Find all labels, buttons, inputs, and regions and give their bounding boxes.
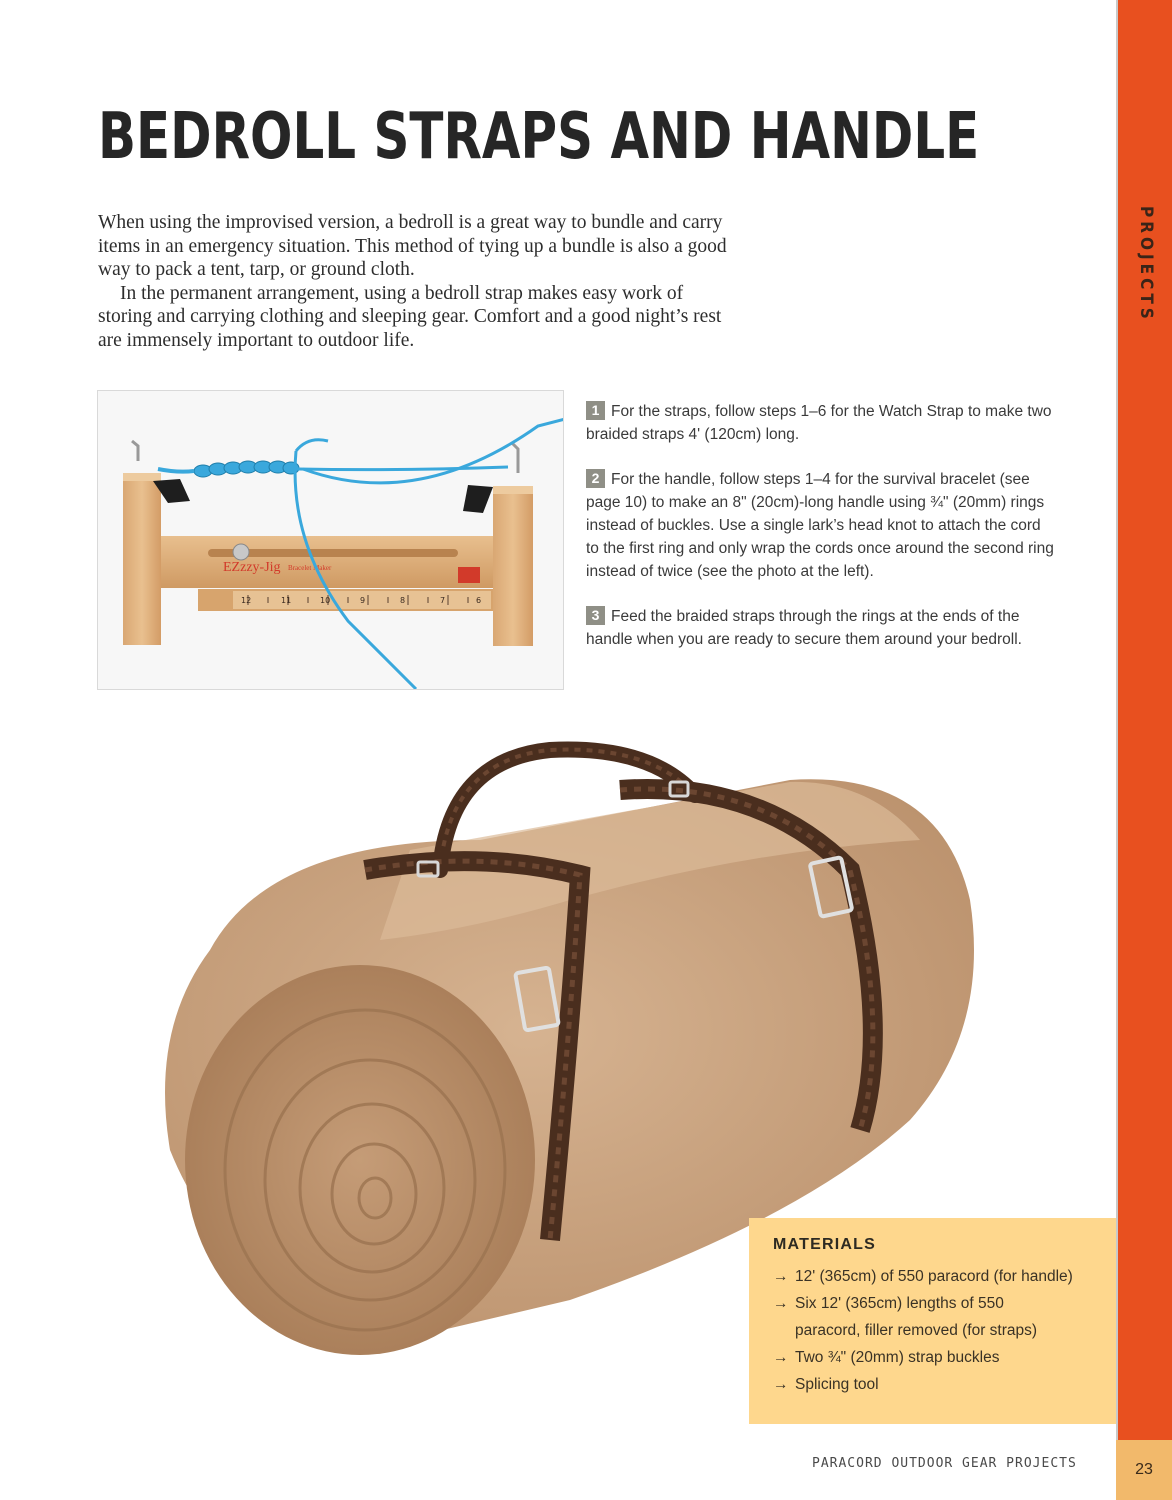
page-number: 23	[1116, 1440, 1172, 1500]
arrow-right-icon: →	[773, 1268, 789, 1285]
materials-item-text: 12' (365cm) of 550 paracord (for handle)	[795, 1268, 1073, 1285]
materials-item-text: Splicing tool	[795, 1376, 879, 1393]
step-1	[586, 400, 1056, 446]
ruler-number: 10	[320, 596, 331, 605]
arrow-right-icon: →	[773, 1349, 789, 1366]
materials-item	[773, 1263, 1116, 1290]
jig-subtitle-text: Bracelet Maker	[288, 564, 332, 572]
materials-item	[773, 1371, 1116, 1398]
ruler-number: 11	[281, 596, 292, 605]
instruction-steps	[586, 400, 1056, 673]
jig-brand-text: EZzzy-Jig	[223, 560, 281, 575]
section-tab-label	[1130, 206, 1156, 254]
materials-box	[749, 1218, 1116, 1424]
materials-item-text: Six 12' (365cm) lengths of 550 paracord, filler removed (for straps)	[795, 1295, 1038, 1339]
arrow-right-icon: →	[773, 1295, 789, 1312]
ruler-number: 8	[400, 596, 406, 605]
materials-item-text: Two ¾" (20mm) strap buckles	[795, 1349, 1000, 1366]
intro-paragraph-1: When using the improvised version, a bedroll is a great way to bundle and carry items in an emergency situation. This method of tying up a bundle is also a good way to pack a tent, tarp, or ground cloth.	[98, 212, 727, 281]
ruler-number: 12	[241, 596, 252, 605]
running-footer: PARACORD OUTDOOR GEAR PROJECTS	[812, 1456, 1077, 1471]
step-number-badge: 2	[586, 469, 605, 488]
ruler-number: 7	[440, 596, 446, 605]
arrow-right-icon: →	[773, 1376, 789, 1393]
materials-item	[773, 1290, 1116, 1344]
step-text: For the handle, follow steps 1–4 for the survival bracelet (see page 10) to make an 8" (20cm)-long handle using ¾" (20mm) rings instead of buckles. Use a single lark’s head knot to attach the cord to the first ring and only wrap the cords once around the second ring instead of twice (see the photo at the left).	[586, 471, 1054, 580]
ruler-number: 9	[360, 596, 366, 605]
step-number-badge: 1	[586, 401, 605, 420]
step-number-badge: 3	[586, 606, 605, 625]
materials-item	[773, 1344, 1116, 1371]
step-3	[586, 605, 1056, 651]
intro-paragraph-2: In the permanent arrangement, using a bedroll strap makes easy work of storing and carrying clothing and sleeping gear. Comfort and a good night’s rest are immensely important to outdoor life.	[98, 282, 722, 351]
ruler-number: 6	[476, 596, 482, 605]
step-text: Feed the braided straps through the rings at the ends of the handle when you are ready to secure them around your bedroll.	[586, 608, 1022, 648]
intro-text	[98, 211, 738, 353]
step-2	[586, 468, 1056, 583]
step-text: For the straps, follow steps 1–6 for the Watch Strap to make two braided straps 4' (120cm) long.	[586, 403, 1052, 443]
page-title: BEDROLL STRAPS AND HANDLE	[98, 100, 980, 174]
materials-heading: MATERIALS	[773, 1236, 876, 1253]
jig-illustration	[98, 391, 564, 690]
jig-photo	[97, 390, 564, 690]
